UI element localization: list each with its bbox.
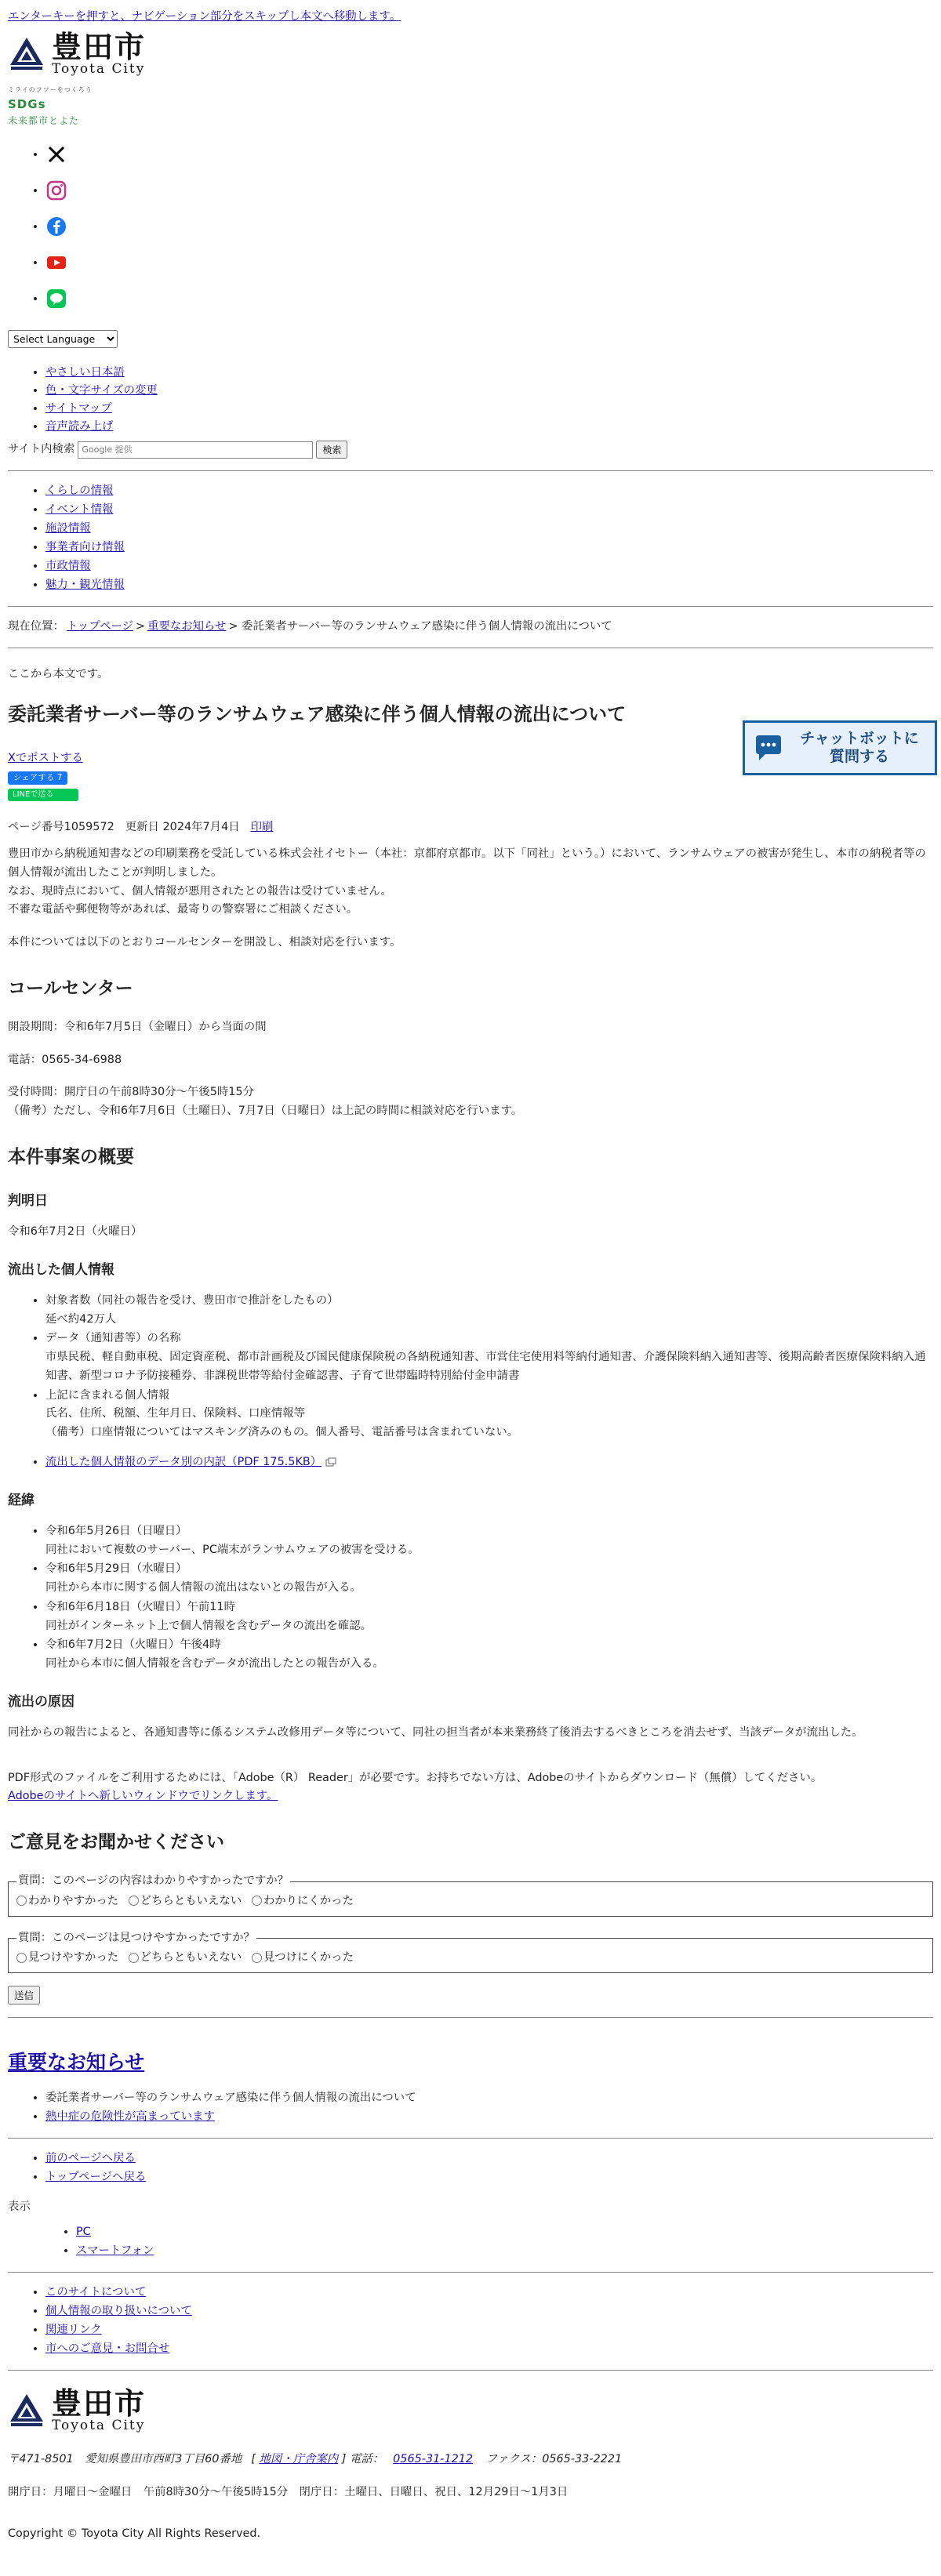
pdf-link-list (8, 1453, 933, 1472)
leaked-item-detail: 延べ約42万人 (45, 1312, 117, 1326)
body-start-text: ここから本文です。 (8, 667, 109, 680)
footer-hours: 開庁日：月曜日～金曜日 午前8時30分～午後5時15分 閉庁日：土曜日、日曜日、祝日、12月29日～1月3日 (8, 2485, 569, 2498)
chatbot-button[interactable] (743, 720, 937, 775)
divider (8, 2017, 933, 2018)
display-label: 表示 (8, 2200, 31, 2214)
feedback-q1-label: 質問：このページの内容はわかりやすかったですか？ (18, 1874, 289, 1888)
sdgs-tagline: ミライのフツーをつくろう (8, 85, 93, 93)
line-share-button[interactable]: LINEで送る (8, 789, 78, 801)
city-emblem-icon (8, 35, 45, 73)
page-number: ページ番号1059572 (8, 821, 114, 834)
nav-tourism[interactable]: 魅力・観光情報 (45, 578, 125, 591)
link-easy-japanese[interactable]: やさしい日本語 (45, 366, 125, 379)
list-item (45, 1330, 933, 1385)
list-item (45, 1522, 933, 1560)
chatbot-label-1: チャットボットに (800, 730, 919, 748)
sns-item-facebook[interactable] (45, 216, 933, 252)
display-switch (8, 2223, 933, 2261)
footer-logo (8, 2388, 933, 2433)
footer-tel-link[interactable]: 0565-31-1212 (393, 2452, 474, 2465)
heading-cause: 流出の原因 (8, 1693, 74, 1710)
radio-option[interactable]: わかりにくかった (252, 1895, 354, 1907)
found-date: 令和6年7月2日（火曜日） (8, 1225, 143, 1238)
sns-item-instagram[interactable] (45, 180, 933, 216)
nav-city-admin[interactable]: 市政情報 (45, 559, 91, 572)
about-site-link[interactable]: このサイトについて (45, 2286, 147, 2298)
city-emblem-icon (8, 2392, 45, 2429)
nav-living[interactable]: くらしの情報 (45, 484, 114, 497)
sns-item-line[interactable] (45, 288, 933, 324)
page-nav (8, 2150, 933, 2187)
list-item: • 委託業者サーバー等のランサムウェア感染に伴う個人情報の流出について (45, 2089, 933, 2108)
divider (8, 2370, 933, 2371)
display-pc-link[interactable]: PC (76, 2226, 91, 2238)
language-select[interactable] (8, 330, 118, 348)
back-link[interactable]: 前のページへ戻る (45, 2152, 136, 2165)
radio-option[interactable]: わかりやすかった (16, 1895, 118, 1907)
heading-feedback: ご意見をお聞かせください (8, 1832, 224, 1853)
feedback-q2 (8, 1929, 933, 1974)
logo-en-text: Toyota City (52, 60, 146, 77)
chatbot-label-2: 質問する (829, 748, 889, 765)
skip-nav-link[interactable]: エンターキーを押すと、ナビゲーション部分をスキップし本文へ移動します。 (8, 10, 401, 23)
facebook-share-button[interactable]: シェアする 7 (8, 771, 67, 785)
list-item (45, 1292, 933, 1330)
link-sitemap[interactable]: サイトマップ (45, 402, 112, 415)
breadcrumb-label: 現在位置： (8, 619, 64, 633)
sns-item-x[interactable] (45, 143, 933, 180)
timeline-date: 令和6年5月29日（水曜日） (45, 1562, 187, 1576)
new-window-icon (325, 1457, 336, 1467)
callcenter-tel: 電話：0565-34-6988 (8, 1053, 122, 1066)
link-voice-reading[interactable]: 音声読み上げ (45, 420, 114, 433)
privacy-link[interactable]: 個人情報の取り扱いについて (45, 2305, 192, 2317)
breadcrumb: 現在位置： トップページ > 重要なお知らせ > 委託業者サーバー等のランサムウェア感染に伴う個人情報の流出について (8, 619, 612, 633)
list-item (45, 1598, 933, 1636)
radio-option[interactable]: 見つけにくかった (252, 1951, 354, 1964)
list-item (45, 1387, 933, 1442)
important-notices-heading[interactable]: 重要なお知らせ (8, 2050, 145, 2073)
sdgs-sub-text: 未来都市とよた (8, 115, 80, 127)
logo-en-text: Toyota City (52, 2417, 146, 2433)
search-button[interactable]: 検索 (316, 441, 347, 459)
divider (8, 606, 933, 607)
timeline-list (8, 1522, 933, 1674)
sns-list (8, 143, 933, 324)
leaked-info-list (8, 1292, 933, 1442)
contact-link[interactable]: 市へのご意見・お問合せ (45, 2342, 170, 2355)
updated-date: 更新日 2024年7月4日 (125, 821, 240, 834)
sdgs-banner[interactable] (8, 85, 110, 130)
leaked-item-note: （備考）口座情報についてはマスキング済みのもの。個人番号、電話番号は含まれていない。 (45, 1426, 519, 1439)
sdgs-logo-text: SDGs (8, 96, 46, 111)
nav-facilities[interactable]: 施設情報 (45, 521, 91, 535)
leaked-item-title: 上記に含まれる個人情報 (45, 1388, 170, 1402)
site-logo[interactable] (8, 28, 933, 77)
important-notices-list (8, 2089, 933, 2127)
top-page-link[interactable]: トップページへ戻る (45, 2171, 147, 2184)
timeline-date: 令和6年5月26日（日曜日） (45, 1524, 187, 1537)
callcenter-period: 開設期間：令和6年7月5日（金曜日）から当面の間 (8, 1020, 267, 1033)
intro-paragraph: 本件については以下のとおりコールセンターを開設し、相談対応を行います。 (8, 936, 401, 949)
list-item (45, 1560, 933, 1598)
timeline-text: 同社において複数のサーバー、PC端末がランサムウェアの被害を受ける。 (45, 1543, 420, 1556)
site-search (8, 441, 933, 459)
instagram-icon (45, 180, 67, 201)
list-item (45, 1636, 933, 1674)
breadcrumb-current: 委託業者サーバー等のランサムウェア感染に伴う個人情報の流出について (242, 619, 612, 633)
footer-address: 〒471-8501 愛知県豊田市西町3丁目60番地 [ 地図・庁舎案内 ] 電話： 0565-31-1212 ファクス：0565-33-2221 (8, 2452, 623, 2465)
line-icon (45, 288, 67, 310)
share-x-link[interactable]: Xでポストする (8, 751, 83, 764)
leaked-item-detail: 氏名、住所、税額、生年月日、保険料、口座情報等 (45, 1407, 305, 1420)
notice-heatstroke-link[interactable]: 熱中症の危険性が高まっています (45, 2110, 215, 2124)
feedback-submit-button[interactable]: 送信 (8, 1986, 40, 2005)
feedback-q2-label: 質問：このページは見つけやすかったですか？ (18, 1931, 255, 1944)
facebook-icon (45, 216, 67, 238)
feedback-q1 (8, 1872, 933, 1917)
pdf-breakdown-link[interactable]: 流出した個人情報のデータ別の内訳（PDF 175.5KB） (45, 1455, 322, 1468)
heading-callcenter: コールセンター (8, 978, 133, 1000)
logo-jp-text: 豊田市 (52, 28, 147, 64)
divider (8, 2272, 933, 2273)
link-color-font-size[interactable]: 色・文字サイズの変更 (45, 384, 158, 397)
heading-leaked-info: 流出した個人情報 (8, 1261, 114, 1278)
related-links-link[interactable]: 関連リンク (45, 2324, 102, 2336)
global-nav (8, 482, 933, 595)
adobe-link[interactable]: Adobeのサイトへ新しいウィンドウでリンクします。 (8, 1790, 278, 1803)
timeline-text: 同社から本市に個人情報を含むデータが流出したとの報告が入る。 (45, 1657, 384, 1671)
intro-paragraph: なお、現時点において、個人情報が悪用されたとの報告は受けていません。 (8, 884, 392, 898)
map-link[interactable]: 地図・庁舎案内 (259, 2452, 339, 2465)
radio-option[interactable]: どちらともいえない (129, 1951, 242, 1964)
chat-bubble-icon (753, 732, 784, 764)
utility-links (8, 364, 933, 436)
callcenter-note: （備考）ただし、令和6年7月6日（土曜日）、7月7日（日曜日）は上記の時間に相談対応を行います。 (8, 1105, 523, 1118)
nav-business[interactable]: 事業者向け情報 (45, 540, 125, 553)
timeline-text: 同社がインターネット上で個人情報を含むデータの流出を確認。 (45, 1619, 372, 1632)
print-link[interactable]: 印刷 (250, 821, 274, 834)
radio-option[interactable]: 見つけやすかった (16, 1951, 118, 1964)
divider (8, 470, 933, 471)
footer-tel-label: 電話： (349, 2452, 384, 2465)
leaked-item-detail: 市県民税、軽自動車税、固定資産税、都市計画税及び国民健康保険税の各納税通知書、市営住宅使用料等納付通知書、介護保険料納入通知書等、後期高齢者医療保険料納入通知書、新型コロナ予防接種券、非課税世帯等給付金確認書、子育て世帯臨時特別給付金申請書 (45, 1351, 926, 1382)
callcenter-hours: 受付時間：開庁日の午前8時30分～午後5時15分 (8, 1086, 254, 1099)
heading-timeline: 経緯 (8, 1492, 35, 1508)
intro-paragraph: 豊田市から納税通知書などの印刷業務を受託している株式会社イセトー（本社：京都府京都市。以下「同社」という。）において、ランサムウェアの被害が発生し、本市の納税者等の個人情報が流出したことが判明しました。 (8, 847, 926, 879)
youtube-icon (45, 252, 67, 274)
footer-fax: ファクス：0565-33-2221 (485, 2452, 623, 2465)
heading-found-date: 判明日 (8, 1192, 48, 1209)
footer-links (8, 2284, 933, 2359)
leaked-item-title: 対象者数（同社の報告を受け、豊田市で推計をしたもの） (45, 1293, 339, 1307)
breadcrumb-home[interactable]: トップページ (66, 619, 134, 633)
logo-jp-text: 豊田市 (52, 2386, 147, 2421)
radio-option[interactable]: どちらともいえない (129, 1895, 242, 1907)
search-input[interactable] (78, 441, 313, 459)
search-label: サイト内検索 (8, 443, 75, 455)
cause-text: 同社からの報告によると、各通知書等に係るシステム改修用データ等について、同社の担当者が本来業務終了後消去するべきところを消去せず、当該データが流出した。 (8, 1725, 863, 1739)
display-smartphone-link[interactable]: スマートフォン (76, 2244, 154, 2257)
copyright: Copyright © Toyota City All Rights Reserved. (8, 2527, 261, 2541)
nav-events[interactable]: イベント情報 (45, 503, 114, 516)
x-icon (45, 143, 67, 165)
timeline-date: 令和6年6月18日（火曜日）午前11時 (45, 1600, 236, 1613)
timeline-text: 同社から本市に関する個人情報の流出はないとの報告が入る。 (45, 1581, 362, 1595)
divider (8, 2138, 933, 2139)
heading-overview: 本件事案の概要 (8, 1147, 134, 1168)
page-meta (8, 818, 933, 837)
sns-item-youtube[interactable] (45, 252, 933, 288)
intro-paragraph: 不審な電話や郵便物等があれば、最寄りの警察署にご相談ください。 (8, 903, 358, 916)
footer-postal: 〒471-8501 愛知県豊田市西町3丁目60番地 (8, 2452, 242, 2465)
leaked-item-title: データ（通知書等）の名称 (45, 1332, 181, 1345)
page-title: 委託業者サーバー等のランサムウェア感染に伴う個人情報の流出について (8, 703, 627, 726)
pdf-note: PDF形式のファイルをご利用するためには、「Adobe（R） Reader」が必要です。お持ちでない方は、Adobeのサイトからダウンロード（無償）してください。 (8, 1771, 823, 1784)
breadcrumb-parent[interactable]: 重要なお知らせ (147, 619, 227, 633)
timeline-date: 令和6年7月2日（火曜日）午後4時 (45, 1638, 221, 1652)
